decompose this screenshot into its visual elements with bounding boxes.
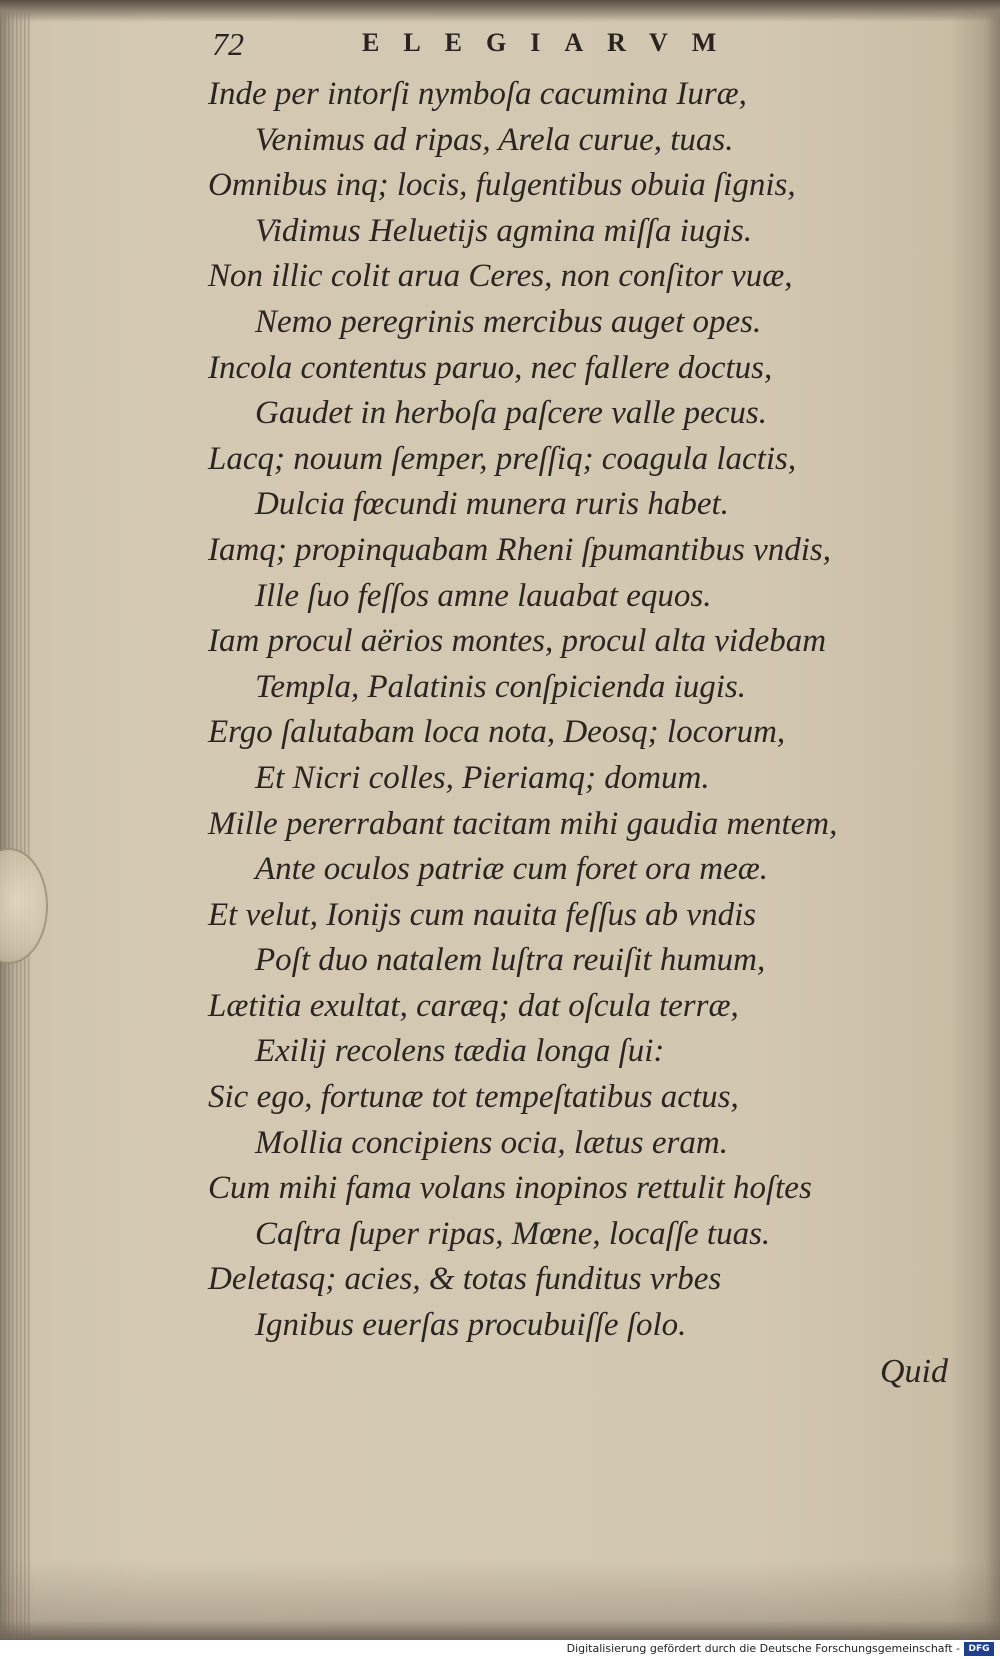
verse-block [208,72,968,1349]
verse-line: Sic ego, fortunæ tot tempeſtatibus actus, [208,1079,739,1116]
verse-line: Iam procul aërios montes, procul alta videbam [208,623,827,660]
page-number: 72 [212,26,244,62]
verse-line: Inde per intorſi nymboſa cacumina Iuræ, [208,76,747,112]
running-title: ELEGIARVM [362,28,741,57]
verse-line: Nemo peregrinis mercibus auget opes. [255,303,762,340]
verse-line: Ignibus euerſas procubuiſſe ſolo. [255,1307,687,1344]
verse-line: Cum mihi fama volans inopinos rettulit hoſtes [208,1170,812,1207]
running-head [212,26,832,66]
verse-line: Ante oculos patriæ cum foret ora meæ. [255,851,768,888]
verse-line: Lacq; nouum ſemper, preſſiq; coagula lactis, [208,440,797,477]
clasp-shadow-mark [0,848,48,964]
footer-credit-text: Digitalisierung gefördert durch die Deutsche Forschungsgemeinschaft - [566,1642,960,1655]
verse-line: Omnibus inq; locis, fulgentibus obuia ſignis, [208,167,796,204]
verse-line: Deletasq; acies, & totas funditus vrbes [208,1261,722,1298]
verse-line: Vidimus Heluetijs agmina miſſa iugis. [255,212,753,249]
verse-line: Dulcia fœcundi munera ruris habet. [255,486,729,523]
digitization-footer [0,1640,1000,1659]
verse-line: Et Nicri colles, Pieriamq; domum. [255,759,710,796]
verse-line: Ille ſuo feſſos amne lauabat equos. [255,577,712,614]
page-top-edge [0,0,1000,22]
dfg-logo-icon: DFG [964,1642,994,1656]
verse-line: Caſtra ſuper ripas, Mœne, locaſſe tuas. [255,1215,771,1252]
page-gutter-edge [0,0,30,1659]
verse-line: Templa, Palatinis conſpicienda iugis. [255,668,747,705]
verse-line: Poſt duo natalem luſtra reuiſit humum, [255,942,766,979]
verse-line: Exilij recolens tædia longa ſui: [255,1033,665,1070]
verse-line: Incola contentus paruo, nec fallere doctus, [208,349,773,386]
catchword: Quid [880,1353,948,1390]
verse-line: Iamq; propinquabam Rheni ſpumantibus vndis, [208,531,831,568]
page-bottom-edge [0,1560,1000,1640]
verse-line: Mille pererrabant tacitam mihi gaudia mentem, [208,805,838,842]
verse-line: Ergo ſalutabam loca nota, Deosq; locorum, [208,714,786,751]
verse-line: Gaudet in herboſa paſcere valle pecus. [255,395,767,432]
verse-line: Mollia concipiens ocia, lætus eram. [255,1124,728,1161]
verse-line: Venimus ad ripas, Arela curue, tuas. [255,121,734,158]
verse-line: Et velut, Ionijs cum nauita feſſus ab vndis [208,896,757,933]
verse-line: Non illic colit arua Ceres, non conſitor vuæ, [208,258,793,295]
verse-line: Lætitia exultat, caræq; dat oſcula terræ, [208,987,739,1024]
